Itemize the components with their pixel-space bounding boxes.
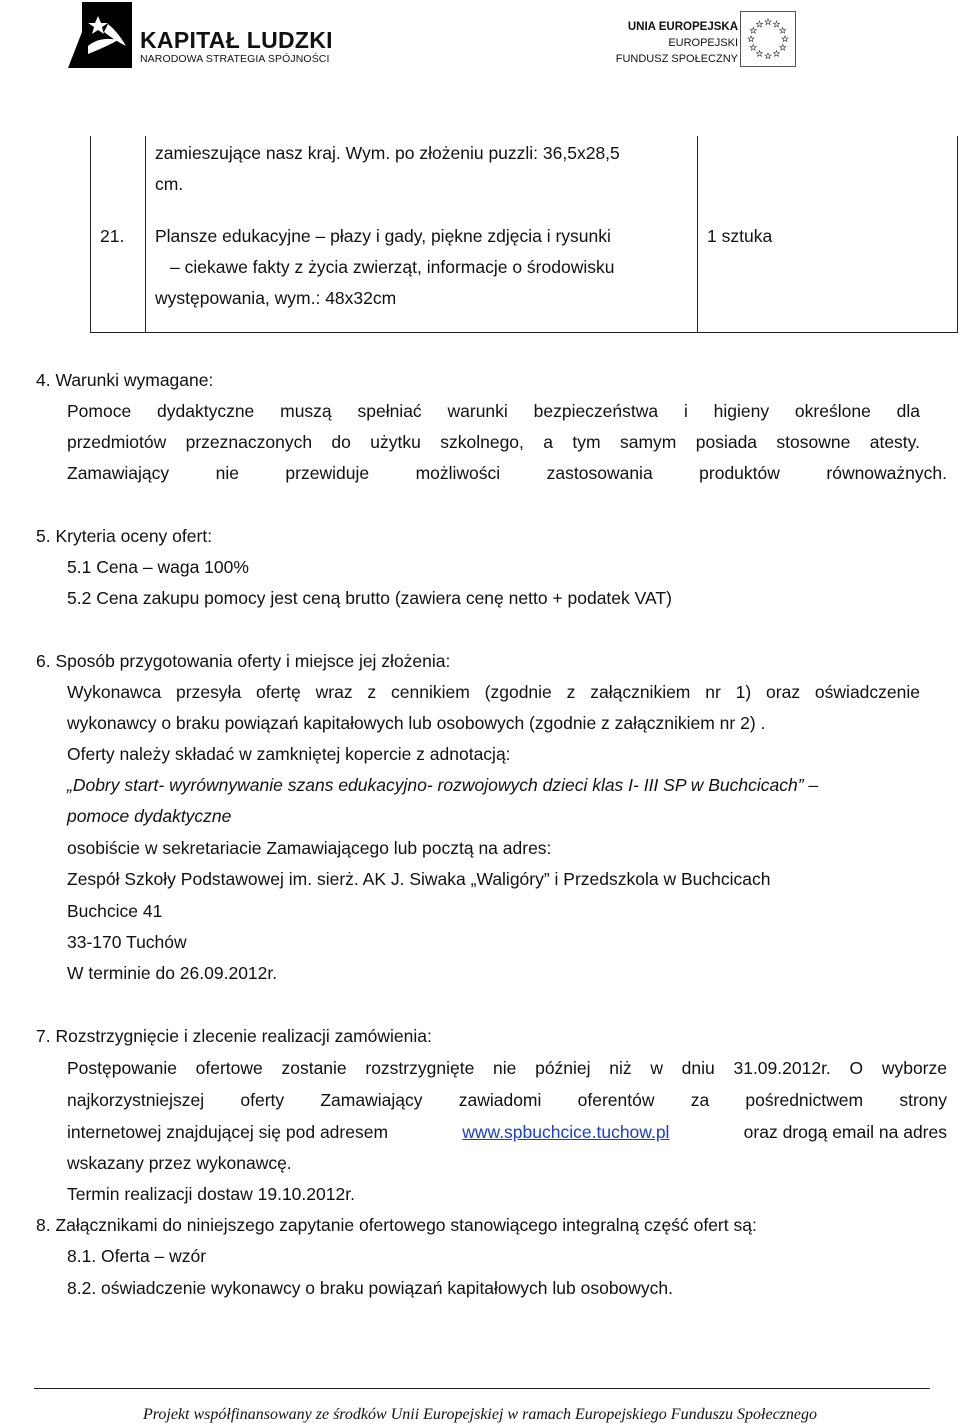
- link-line-before: internetowej znajdującej się pod adresem: [67, 1122, 389, 1142]
- row-description-line: – ciekawe fakty z życia zwierząt, informacje o środowisku: [170, 257, 615, 277]
- school-website-link[interactable]: www.spbuchcice.tuchow.pl: [462, 1122, 670, 1142]
- table-divider: [697, 136, 698, 333]
- offer-annotation: pomoce dydaktyczne: [67, 806, 232, 826]
- row-number: 21.: [100, 226, 125, 246]
- section-4-line: Pomoce dydaktyczne muszą spełniać warunki bezpieczeństwa i higieny określone dla: [67, 401, 920, 421]
- row-description-line: cm.: [155, 174, 184, 194]
- footer-divider: [34, 1388, 930, 1389]
- offer-annotation: „Dobry start- wyrównywanie szans edukacyjno- rozwojowych dzieci klas I- III SP w Buchcicach” –: [67, 775, 819, 795]
- section-5-item: 5.1 Cena – waga 100%: [67, 557, 249, 577]
- section-6-line: wykonawcy o braku powiązań kapitałowych lub osobowych (zgodnie z załącznikiem nr 2) .: [67, 713, 766, 733]
- kapital-ludzki-title: KAPITAŁ LUDZKI: [140, 27, 333, 53]
- link-line-after: oraz drogą email na adres: [743, 1122, 947, 1142]
- row-description-line: występowania, wym.: 48x32cm: [155, 288, 397, 308]
- address-line: Buchcice 41: [67, 901, 163, 921]
- attachment-item: 8.1. Oferta – wzór: [67, 1246, 207, 1266]
- section-5-item: 5.2 Cena zakupu pomocy jest ceną brutto (zawiera cenę netto + podatek VAT): [67, 588, 672, 608]
- row-description-line: zamieszujące nasz kraj. Wym. po złożeniu puzzli: 36,5x28,5: [155, 143, 620, 163]
- section-7-line: Postępowanie ofertowe zostanie rozstrzygnięte nie później niż w dniu 31.09.2012r. O wyborze: [67, 1058, 947, 1078]
- section-7-heading: 7. Rozstrzygnięcie i zlecenie realizacji zamówienia:: [36, 1026, 432, 1046]
- section-5-heading: 5. Kryteria oceny ofert:: [36, 526, 213, 546]
- table-divider: [145, 136, 146, 333]
- kapital-ludzki-subtitle: NARODOWA STRATEGIA SPÓJNOŚCI: [140, 53, 330, 65]
- eu-logo-line-1: UNIA EUROPEJSKA: [627, 21, 738, 33]
- section-6-line: Oferty należy składać w zamkniętej kopercie z adnotacją:: [67, 744, 511, 764]
- eu-logo-text: [612, 19, 738, 67]
- row-quantity: 1 sztuka: [707, 226, 773, 246]
- eu-logo-line-3: FUNDUSZ SPOŁECZNY: [615, 53, 738, 65]
- kapital-ludzki-emblem-icon: [68, 2, 138, 68]
- delivery-line: osobiście w sekretariacie Zamawiającego lub pocztą na adres:: [67, 838, 552, 858]
- section-7-line: wskazany przez wykonawcę.: [67, 1153, 292, 1173]
- eu-flag-icon: [740, 11, 796, 67]
- table-row: [155, 138, 620, 200]
- address-line: Zespół Szkoły Podstawowej im. sierż. AK J. Siwaka „Waligóry” i Przedszkola w Buchcicach: [67, 869, 771, 889]
- section-4-heading: 4. Warunki wymagane:: [36, 370, 214, 390]
- section-4-line: Zamawiający nie przewiduje możliwości zastosowania produktów równoważnych.: [67, 463, 947, 483]
- deadline-line: W terminie do 26.09.2012r.: [67, 963, 278, 983]
- footer-text: Projekt współfinansowany ze środków Unii Europejskiej w ramach Europejskiego Funduszu Społecznego: [143, 1406, 817, 1423]
- attachment-item: 8.2. oświadczenie wykonawcy o braku powiązań kapitałowych lub osobowych.: [67, 1278, 674, 1298]
- address-line: 33-170 Tuchów: [67, 932, 187, 952]
- table-row: [155, 221, 614, 314]
- section-7-link-line: [67, 1117, 947, 1148]
- section-7-line: najkorzystniejszej oferty Zamawiający zawiadomi oferentów za pośrednictwem strony: [67, 1090, 947, 1110]
- row-description-line: Plansze edukacyjne – płazy i gady, piękne zdjęcia i rysunki: [155, 226, 611, 246]
- section-8-heading: 8. Załącznikami do niniejszego zapytanie ofertowego stanowiącego integralną część ofert są:: [36, 1215, 757, 1235]
- delivery-deadline: Termin realizacji dostaw 19.10.2012r.: [67, 1184, 355, 1204]
- eu-logo-line-2: EUROPEJSKI: [668, 37, 738, 49]
- section-4-line: przedmiotów przeznaczonych do użytku szkolnego, a tym samym posiada stosowne atesty.: [67, 432, 920, 452]
- section-6-line: Wykonawca przesyła ofertę wraz z cennikiem (zgodnie z załącznikiem nr 1) oraz oświadczenie: [67, 682, 920, 702]
- section-6-heading: 6. Sposób przygotowania oferty i miejsce jej złożenia:: [36, 651, 451, 671]
